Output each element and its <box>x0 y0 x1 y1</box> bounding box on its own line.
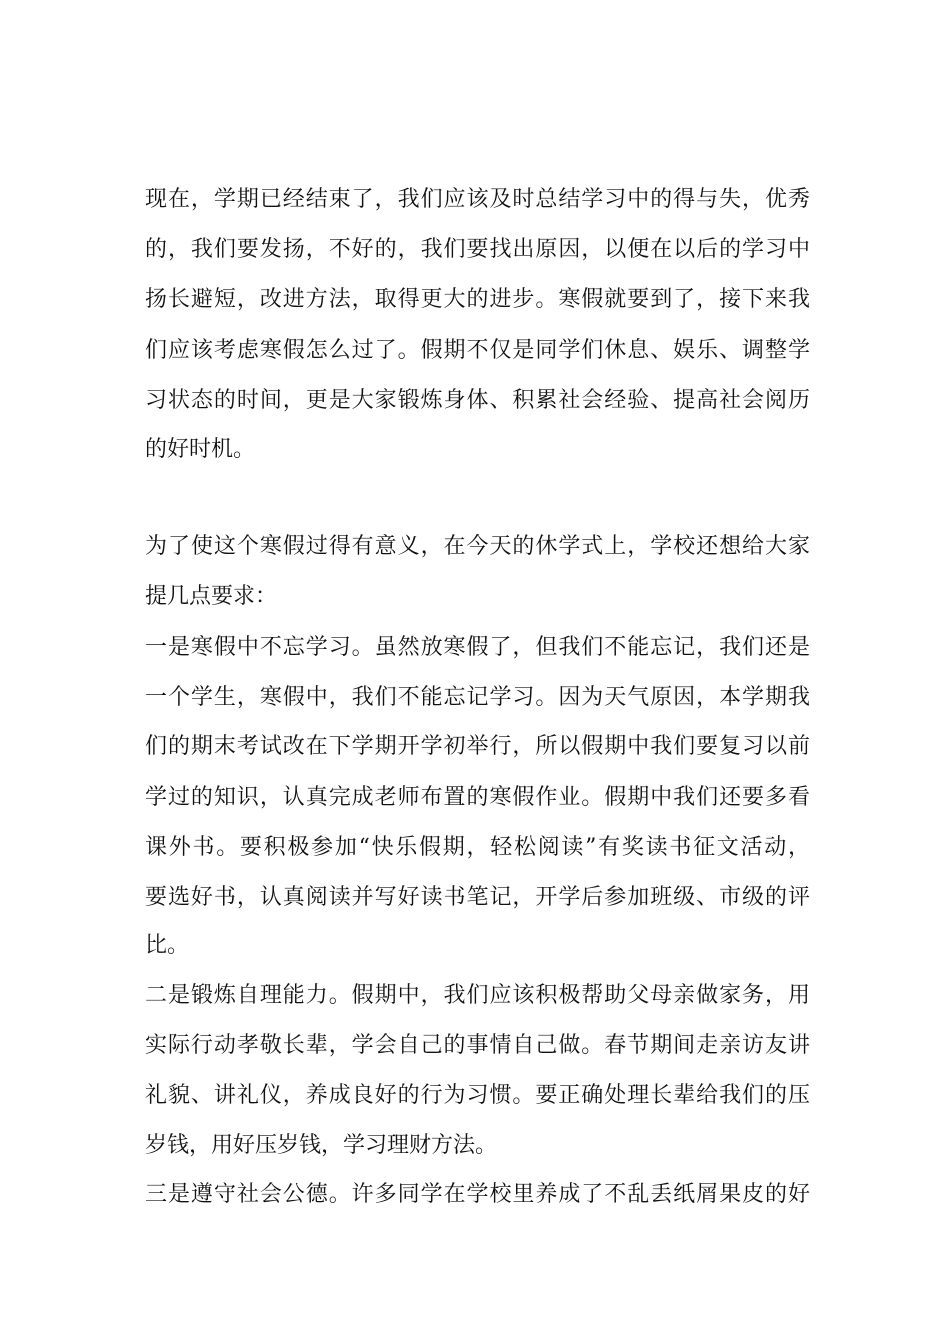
text-line: 实际行动孝敬长辈，学会自己的事情自己做。春节期间走亲访友讲 <box>145 1033 810 1058</box>
text-line: 的好时机。 <box>145 437 256 462</box>
text-line: 一是寒假中不忘学习。虽然放寒假了，但我们不能忘记，我们还是 <box>145 635 810 660</box>
text-line: 习状态的时间，更是大家锻炼身体、积累社会经验、提高社会阅历 <box>145 388 810 413</box>
text-line: 扬长避短，改进方法，取得更大的进步。寒假就要到了，接下来我 <box>145 287 810 312</box>
text-line: 礼貌、讲礼仪，养成良好的行为习惯。要正确处理长辈给我们的压 <box>145 1083 810 1108</box>
text-line: 岁钱，用好压岁钱，学习理财方法。 <box>145 1133 498 1158</box>
text-line: 现在，学期已经结束了，我们应该及时总结学习中的得与失，优秀 <box>145 187 810 212</box>
text-line: 三是遵守社会公德。许多同学在学校里养成了不乱丢纸屑果皮的好 <box>145 1182 810 1207</box>
text-line: 二是锻炼自理能力。假期中，我们应该积极帮助父母亲做家务，用 <box>145 983 810 1008</box>
text-line: 为了使这个寒假过得有意义，在今天的休学式上，学校还想给大家 <box>145 534 810 559</box>
text-line: 学过的知识，认真完成老师布置的寒假作业。假期中我们还要多看 <box>145 785 810 810</box>
text-line: 们应该考虑寒假怎么过了。假期不仅是同学们休息、娱乐、调整学 <box>145 338 810 363</box>
text-line: 要选好书，认真阅读并写好读书笔记，开学后参加班级、市级的评 <box>145 885 810 910</box>
text-line: 比。 <box>145 933 190 958</box>
text-line: 课外书。要积极参加“快乐假期，轻松阅读”有奖读书征文活动， <box>145 835 810 860</box>
text-line: 们的期末考试改在下学期开学初举行，所以假期中我们要复习以前 <box>145 734 810 759</box>
text-line: 提几点要求： <box>145 584 278 609</box>
text-line: 一个学生，寒假中，我们不能忘记学习。因为天气原因，本学期我 <box>145 685 810 710</box>
text-line: 的，我们要发扬，不好的，我们要找出原因，以便在以后的学习中 <box>145 237 810 262</box>
